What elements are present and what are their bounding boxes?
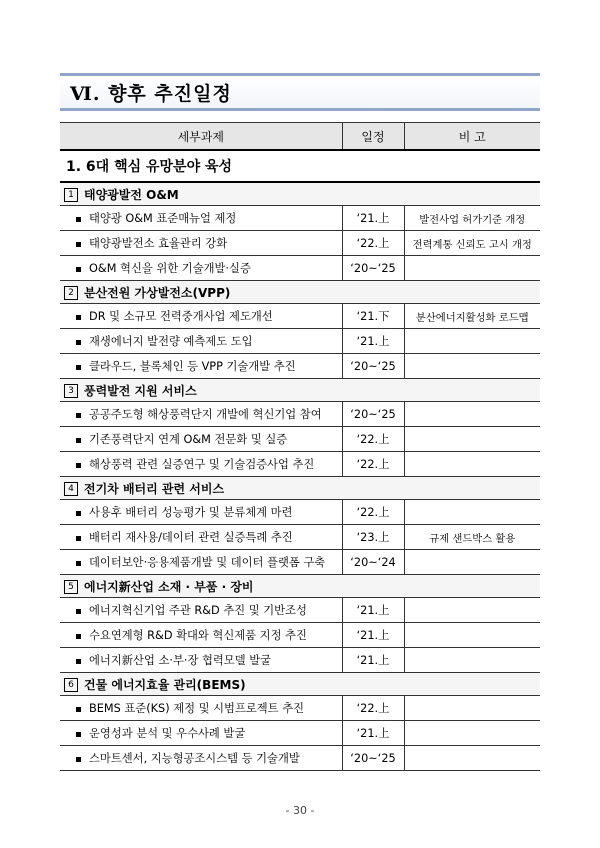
- note-cell: [404, 623, 540, 648]
- schedule-table: [60, 122, 540, 771]
- bullet-icon: [76, 315, 81, 320]
- schedule-cell: ‘20~‘25: [342, 402, 404, 427]
- schedule-cell: ‘21.上: [342, 623, 404, 648]
- note-cell: [404, 500, 540, 525]
- bullet-icon: [76, 242, 81, 247]
- schedule-cell: ‘21.上: [342, 206, 404, 231]
- bullet-icon: [76, 438, 81, 443]
- note-cell: [404, 402, 540, 427]
- schedule-cell: ‘20~‘25: [342, 256, 404, 281]
- task-text: 운영성과 분석 및 우수사례 발굴: [89, 727, 246, 740]
- schedule-cell: ‘21.上: [342, 648, 404, 673]
- group-row: [60, 477, 540, 500]
- note-cell: [404, 721, 540, 746]
- page-title: Ⅵ. 향후 추진일정: [70, 83, 232, 105]
- schedule-cell: ‘22.上: [342, 452, 404, 477]
- group-header: [60, 673, 540, 696]
- bullet-icon: [76, 561, 81, 566]
- bullet-icon: [76, 217, 81, 222]
- task-cell: [60, 746, 342, 771]
- schedule-cell: ‘22.上: [342, 500, 404, 525]
- group-header: [60, 281, 540, 304]
- group-title: 전기차 배터리 관련 서비스: [84, 481, 225, 496]
- table-row: [60, 402, 540, 427]
- task-text: 사용후 배터리 성능평가 및 분류체계 마련: [89, 506, 293, 519]
- bullet-icon: [76, 340, 81, 345]
- note-cell: [404, 550, 540, 575]
- group-title: 에너지新산업 소재 · 부품 · 장비: [84, 579, 254, 594]
- table-row: [60, 256, 540, 281]
- schedule-cell: ‘22.上: [342, 696, 404, 721]
- group-title: 건물 에너지효율 관리(BEMS): [84, 677, 246, 692]
- schedule-cell: ‘20~‘24: [342, 550, 404, 575]
- task-cell: [60, 648, 342, 673]
- schedule-cell: ‘21.上: [342, 598, 404, 623]
- task-cell: [60, 256, 342, 281]
- table-row: [60, 696, 540, 721]
- note-cell: [404, 648, 540, 673]
- task-cell: [60, 231, 342, 256]
- note-cell: 규제 샌드박스 활용: [404, 525, 540, 550]
- group-number-box: 3: [64, 384, 78, 398]
- table-row: [60, 746, 540, 771]
- group-number-box: 4: [64, 482, 78, 496]
- note-cell: [404, 452, 540, 477]
- task-cell: [60, 452, 342, 477]
- bullet-icon: [76, 707, 81, 712]
- task-text: DR 및 소규모 전력중개사업 제도개선: [89, 310, 273, 323]
- bullet-icon: [76, 757, 81, 762]
- note-cell: [404, 598, 540, 623]
- group-number-box: 5: [64, 580, 78, 594]
- task-text: O&M 혁신을 위한 기술개발·실증: [89, 262, 251, 275]
- note-cell: 분산에너지활성화 로드맵: [404, 304, 540, 329]
- note-cell: [404, 696, 540, 721]
- group-row: [60, 575, 540, 598]
- task-cell: [60, 500, 342, 525]
- bullet-icon: [76, 267, 81, 272]
- table-row: [60, 721, 540, 746]
- task-cell: [60, 304, 342, 329]
- group-row: [60, 673, 540, 696]
- note-cell: [404, 329, 540, 354]
- group-title: 태양광발전 O&M: [84, 187, 179, 202]
- task-text: 배터리 재사용/데이터 관련 실증특례 추진: [89, 531, 293, 544]
- schedule-cell: ‘21.下: [342, 304, 404, 329]
- note-cell: 발전사업 허가기준 개정: [404, 206, 540, 231]
- group-header: [60, 575, 540, 598]
- task-text: 태양광 O&M 표준매뉴얼 제정: [89, 212, 237, 225]
- group-row: [60, 379, 540, 402]
- group-number-box: 1: [64, 188, 78, 202]
- section-row: [60, 150, 540, 182]
- task-text: 해상풍력 관련 실증연구 및 기술검증사업 추진: [89, 458, 315, 471]
- group-title: 풍력발전 지원 서비스: [84, 383, 197, 398]
- table-row: [60, 206, 540, 231]
- table-row: [60, 623, 540, 648]
- note-cell: [404, 746, 540, 771]
- task-text: 수요연계형 R&D 확대와 혁신제품 지정 추진: [89, 629, 307, 642]
- bullet-icon: [76, 413, 81, 418]
- bullet-icon: [76, 536, 81, 541]
- table-header-row: [60, 123, 540, 151]
- task-cell: [60, 206, 342, 231]
- bullet-icon: [76, 659, 81, 664]
- group-number-box: 2: [64, 286, 78, 300]
- bullet-icon: [76, 463, 81, 468]
- header-note: 비 고: [404, 123, 540, 151]
- schedule-cell: ‘22.上: [342, 427, 404, 452]
- title-bar: [60, 73, 540, 111]
- bullet-icon: [76, 365, 81, 370]
- table-row: [60, 648, 540, 673]
- table-row: [60, 500, 540, 525]
- task-text: 클라우드, 블록체인 등 VPP 기술개발 추진: [89, 360, 296, 373]
- section-title: 1. 6대 핵심 유망분야 육성: [60, 150, 540, 182]
- table-row: [60, 452, 540, 477]
- task-cell: [60, 623, 342, 648]
- task-text: 재생에너지 발전량 예측제도 도입: [89, 335, 253, 348]
- group-number-box: 6: [64, 678, 78, 692]
- task-cell: [60, 525, 342, 550]
- task-text: BEMS 표준(KS) 제정 및 시범프로젝트 추진: [89, 702, 305, 715]
- table-row: [60, 304, 540, 329]
- group-header: [60, 379, 540, 402]
- task-text: 데이터보안·응용제품개발 및 데이터 플랫폼 구축: [89, 556, 326, 569]
- group-title: 분산전원 가상발전소(VPP): [84, 285, 231, 300]
- task-cell: [60, 427, 342, 452]
- schedule-cell: ‘20~‘25: [342, 746, 404, 771]
- group-row: [60, 182, 540, 206]
- header-schedule: 일정: [342, 123, 404, 151]
- bullet-icon: [76, 634, 81, 639]
- note-cell: 전력계통 신뢰도 고시 개정: [404, 231, 540, 256]
- schedule-cell: ‘21.上: [342, 721, 404, 746]
- bullet-icon: [76, 511, 81, 516]
- task-text: 공공주도형 해상풍력단지 개발에 혁신기업 참여: [89, 408, 322, 421]
- header-task: 세부과제: [60, 123, 342, 151]
- schedule-cell: ‘23.上: [342, 525, 404, 550]
- group-row: [60, 281, 540, 304]
- table-row: [60, 525, 540, 550]
- schedule-cell: ‘20~‘25: [342, 354, 404, 379]
- table-row: [60, 231, 540, 256]
- page-number: - 30 -: [285, 804, 315, 817]
- task-cell: [60, 550, 342, 575]
- table-row: [60, 354, 540, 379]
- task-cell: [60, 402, 342, 427]
- task-text: 태양광발전소 효율관리 강화: [89, 237, 228, 250]
- task-text: 에너지혁신기업 주관 R&D 추진 및 기반조성: [89, 604, 307, 617]
- bullet-icon: [76, 732, 81, 737]
- task-text: 기존풍력단지 연계 O&M 전문화 및 실증: [89, 433, 288, 446]
- note-cell: [404, 427, 540, 452]
- task-text: 에너지新산업 소·부·장 협력모델 발굴: [89, 654, 272, 667]
- bullet-icon: [76, 609, 81, 614]
- task-cell: [60, 329, 342, 354]
- task-cell: [60, 354, 342, 379]
- task-cell: [60, 696, 342, 721]
- task-text: 스마트센서, 지능형공조시스템 등 기술개발: [89, 752, 300, 765]
- task-cell: [60, 598, 342, 623]
- table-row: [60, 329, 540, 354]
- table-row: [60, 598, 540, 623]
- group-header: [60, 477, 540, 500]
- table-row: [60, 427, 540, 452]
- schedule-cell: ‘22.上: [342, 231, 404, 256]
- note-cell: [404, 256, 540, 281]
- task-cell: [60, 721, 342, 746]
- note-cell: [404, 354, 540, 379]
- table-row: [60, 550, 540, 575]
- schedule-cell: ‘21.上: [342, 329, 404, 354]
- group-header: [60, 182, 540, 206]
